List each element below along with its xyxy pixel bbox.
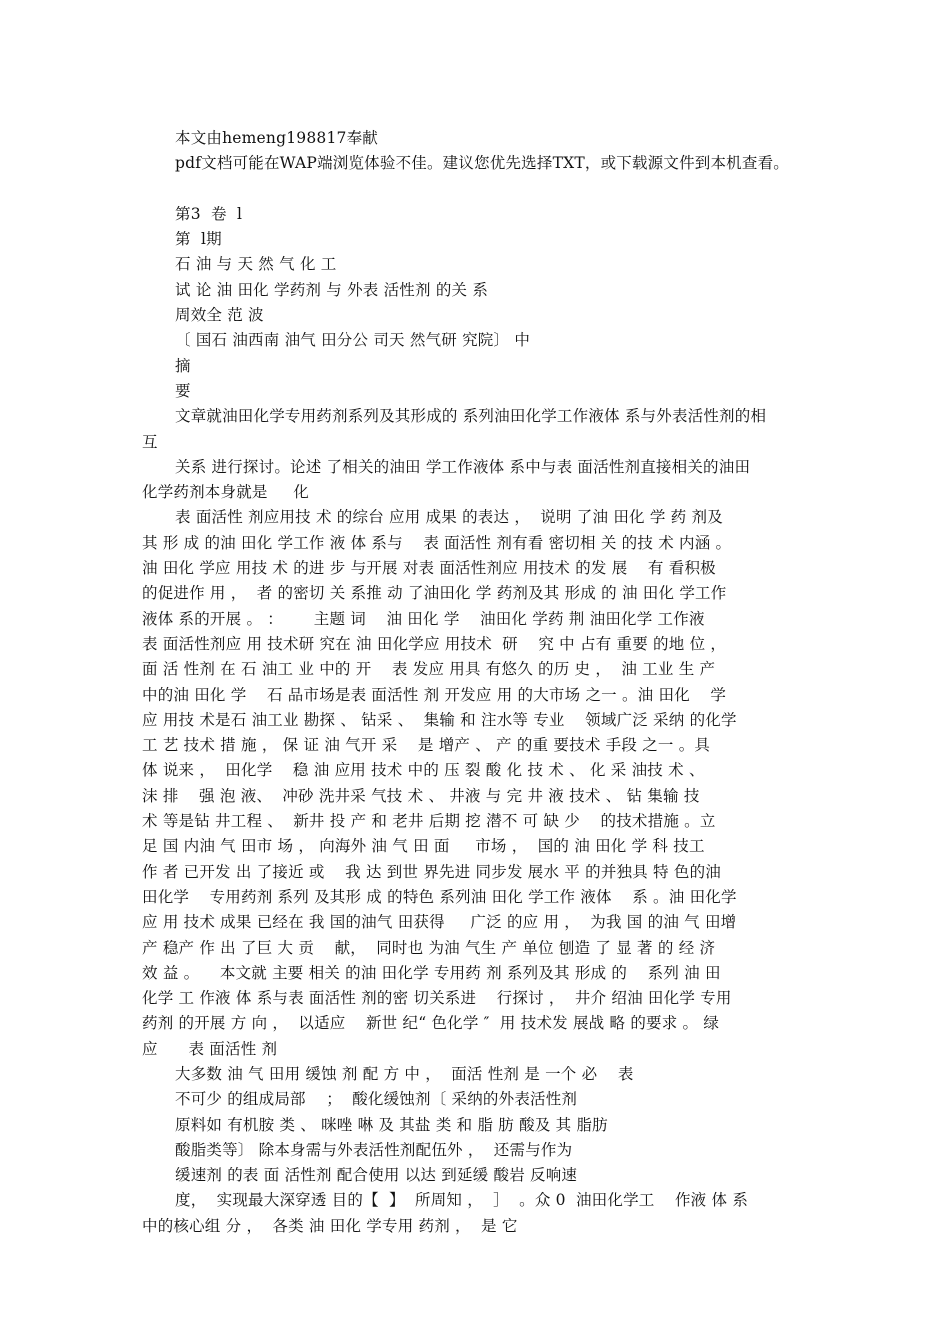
text-line: 应 表 面活性 剂 [142,1039,278,1058]
text-line: 产 稳产 作 出 了巨 大 贡 献， 同时也 为油 气生 产 单位 刨造 了 显 著 的 经 济 [142,938,716,957]
text-line: 的促进作 用 ， 者 的密切 关 系推 动 了油田化 学 药剂及其 形成 的 油 田化 学工作 [142,584,727,603]
text-line: 互 [142,432,158,451]
text-line: 体 说来 ， 田化学 稳 油 应用 技术 中的 压 裂 酸 化 技 术 、 化 采 油技 术 、 [142,761,705,780]
text-line: 摘 [175,356,191,375]
text-line: 大多数 油 气 田用 缓蚀 剂 配 方 中 ， 面活 性剂 是 一个 必 表 [175,1064,634,1083]
text-line: 度， 实现最大深穿透 目的【 】 所周知 ， ］ 。众 0 油田化学工 作液 体 系 [175,1191,749,1210]
text-line: pdf文档可能在WAP端浏览体验不佳。建议您优先选择TXT，或下载源文件到本机查看。 [175,154,789,173]
text-line: 足 国 内油 气 田市 场 ， 向海外 油 气 田 面 市场 ， 国的 油 田化 学 科 技工 [142,837,705,856]
text-line: 缓速剂 的表 面 活性剂 配合使用 以达 到延缓 酸岩 反响速 [175,1166,578,1185]
text-line: 药剂 的开展 方 向 ， 以适应 新世 纪“ 色化学 ″ 用 技术发 展战 略 的要求 。 绿 [142,1014,720,1033]
text-line: 中的油 田化 学 石 品市场是表 面活性 剂 开发应 用 的大市场 之一 。油 田化 学 [142,685,727,704]
text-line: 化学药剂本身就是 化 [142,483,309,502]
text-line: 原料如 有机胺 类 、 咪唑 啉 及 其盐 类 和 脂 肪 酸及 其 脂肪 [175,1115,608,1134]
text-line: 应 用 技术 成果 已经在 我 国的油气 田获得 广泛 的应 用 ， 为我 国 的油 气 田增 [142,913,737,932]
text-line: 关系 进行探讨。论述 了相关的油田 学工作液体 系中与表 面活性剂直接相关的油田 [175,457,751,476]
text-line: 表 面活性剂应 用 技术研 究在 油 田化学应 用技术 研 究 中 占有 重要 的地 位 ， [142,634,727,653]
text-line: 第 l期 [175,230,222,249]
text-line: 面 活 性剂 在 石 油工 业 中的 开 表 发应 用具 有悠久 的历 史 ， 油 工业 生 产 [142,660,716,679]
text-line: 周效全 范 波 [175,306,264,325]
text-line: 不可少 的组成局部 ； 酸化缓蚀剂〔 采纳的外表活性剂 [175,1090,578,1109]
text-line: 试 论 油 田化 学药剂 与 外表 活性剂 的关 系 [175,280,489,299]
text-line: 术 等是钻 井工程 、 新井 投 产 和 老井 后期 挖 潜不 可 缺 少 的技术措施 。立 [142,812,716,831]
text-line: 石 油 与 天 然 气 化 工 [175,255,337,274]
text-line: 田化学 专用药剂 系列 及其形 成 的特色 系列油 田化 学工作 液体 系 。油 田化学 [142,887,737,906]
text-line: 油 田化 学应 用技 术 的进 步 与开展 对表 面活性剂应 用技术 的发 展 有 看积极 [142,559,716,578]
text-line: 表 面活性 剂应用技 术 的综台 应用 成果 的表达 ， 说明 了油 田化 学 药 剂及 [175,508,723,527]
text-line: 第3 卷 l [175,204,243,223]
document-page [142,126,818,1239]
text-line: 工 艺 技术 措 施 ， 保 证 油 气开 采 是 增产 、 产 的重 要技术 手段 之一 。具 [142,736,711,755]
text-line: 液体 系的开展 。 ： 主题 词 油 田化 学 油田化 学药 荆 油田化学 工作液 [142,609,705,628]
text-line: 本文由hemeng198817奉献 [175,129,379,147]
text-line: 酸脂类等〕 除本身需与外表活性剂配伍外 ， 还需与作为 [175,1140,573,1159]
text-line: 〔 国石 油西南 油气 田分公 司天 然气研 究院〕 中 [175,331,531,350]
text-line: 效 益 。 本文就 主要 相关 的油 田化学 专用药 剂 系列及其 形成 的 系列 油 田 [142,963,721,982]
text-line: 化学 工 作液 体 系与表 面活性 剂的密 切关系进 行探讨 ， 井介 绍油 田化学 专用 [142,989,732,1008]
text-line: 作 者 已开发 出 了接近 或 我 达 到世 界先进 同步发 展水 平 的并独具 特 色的油 [142,862,721,881]
text-line: 沫 排 强 泡 液、 冲砂 洗井采 气技 术 、 井液 与 完 井 液 技术 、 钻 集输 技 [142,786,700,805]
text-line: 要 [175,381,191,400]
text-line: 应 用技 术是石 油工业 勘探 、 钻采 、 集输 和 注水等 专业 领域广泛 采纳 的化学 [142,710,737,729]
text-line: 文章就油田化学专用药剂系列及其形成的 系列油田化学工作液体 系与外表活性剂的相 [175,407,767,426]
text-line: 其 形 成 的油 田化 学工作 液 体 系与 表 面活性 剂有看 密切相 关 的技 术 内涵 。 [142,533,732,552]
text-line: 中的核心组 分 ， 各类 油 田化 学专用 药剂 ， 是 它 [142,1216,518,1235]
blank-line [142,177,818,202]
